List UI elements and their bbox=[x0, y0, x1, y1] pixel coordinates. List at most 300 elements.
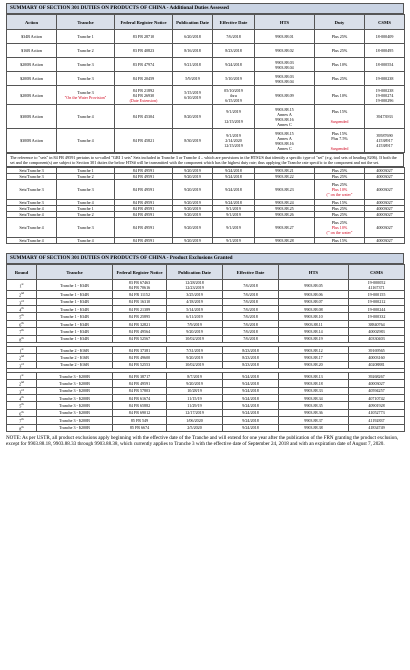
header-publication-date: Publication Date bbox=[167, 265, 223, 280]
round-cell bbox=[7, 291, 37, 298]
round-number: 6 bbox=[19, 322, 22, 328]
table-row bbox=[7, 129, 405, 153]
round-suffix: nd bbox=[21, 354, 25, 359]
tranche-cell bbox=[57, 72, 115, 86]
hts-cell: 9903.88.01 bbox=[255, 30, 315, 44]
hts-cell: 9903.88.06 bbox=[279, 291, 349, 298]
tranche-cell: Tranche 3 - $200B bbox=[37, 380, 113, 387]
frn-cell: 84 FR 49591 bbox=[115, 174, 173, 180]
frn-text: 83 FR 47974 bbox=[132, 62, 155, 67]
publication-date-cell: 7/9/2019 bbox=[167, 320, 223, 327]
duty-cell bbox=[315, 44, 365, 58]
round-number: 8 bbox=[19, 336, 22, 342]
frn-cell bbox=[115, 72, 173, 86]
hts-cell: 9903.88.24 bbox=[255, 200, 315, 206]
frn-cell: 84 FR 49564 bbox=[113, 328, 167, 335]
action-cell: Sets/Tranche 4 bbox=[7, 206, 57, 212]
hts-cell: 9903.88.18 bbox=[279, 380, 349, 387]
header-effective-date: Effective Date bbox=[223, 265, 279, 280]
round-suffix: th bbox=[21, 409, 24, 414]
round-number: 2 bbox=[18, 292, 22, 298]
table-row bbox=[7, 380, 405, 387]
frn-cell: 84 FR 49591 bbox=[115, 180, 173, 200]
round-cell bbox=[7, 328, 37, 335]
hts-cell: 9903.88.25 bbox=[255, 206, 315, 212]
table-row bbox=[7, 218, 405, 238]
table-row bbox=[7, 313, 405, 320]
frn-cell: 84 FR 61674 bbox=[113, 395, 167, 402]
effective-date-cell: 9/24/2018 bbox=[223, 409, 279, 416]
footnote: NOTE: As per USTR, all product exclusions apply beginning with the effective date of the Tranche and will extend for one year after the publication of the FRN granting the product exclusion, except for 9903.88.18, 9903.88.33 through 9903.88.38, which currently applies to Tranche 3 with the effective date of September 24, 2018 and with an expiration date of August 7, 2020. bbox=[6, 434, 399, 448]
tranche-cell: Tranche 1 - $34B bbox=[37, 291, 113, 298]
tranche-cell: Tranche 1 - $34B bbox=[37, 313, 113, 320]
frn-cell: 84 FR 49591 bbox=[115, 212, 173, 218]
table-row bbox=[7, 395, 405, 402]
hts-cell: 9903.88.23 bbox=[255, 180, 315, 200]
tranche-cell: Tranche 1 bbox=[57, 206, 115, 212]
hts-cell: 9903.88.13 bbox=[279, 373, 349, 380]
csms-cell: 19-000155 bbox=[349, 291, 405, 298]
round-suffix: rd bbox=[21, 298, 24, 303]
table-row bbox=[7, 72, 405, 86]
action-cell: $200B Action bbox=[7, 58, 57, 72]
csms-cell: 40003027 bbox=[365, 180, 405, 200]
frn-cell: 84 FR 65882 bbox=[113, 402, 167, 409]
header-hts: HTS bbox=[279, 265, 349, 280]
csms-cell: 18-000409 bbox=[365, 30, 405, 44]
tranche-cell: Tranche 3 - $200B bbox=[37, 395, 113, 402]
table2-header-row bbox=[7, 265, 405, 280]
effective-date-cell: 9/24/2018 bbox=[223, 373, 279, 380]
header-frn: Federal Register Notice bbox=[113, 265, 167, 280]
hts-cell: 9903.88.19 bbox=[279, 335, 349, 342]
publication-date-cell: 11/29/19 bbox=[167, 402, 223, 409]
tranche-cell bbox=[57, 58, 115, 72]
frn-cell: 85 FR 549 bbox=[113, 417, 167, 424]
header-csms: CSMS bbox=[365, 15, 405, 30]
frn-cell: 84 FR 57803 bbox=[113, 387, 167, 394]
round-cell bbox=[7, 387, 37, 394]
round-suffix: th bbox=[21, 395, 24, 400]
frn-cell bbox=[115, 30, 173, 44]
table-row bbox=[7, 280, 405, 291]
table1-title: SUMMARY OF SECTION 301 DUTIES ON PRODUCTS OF CHINA - Additional Duties Assessed bbox=[6, 3, 404, 14]
tranche-cell: Tranche 1 bbox=[57, 168, 115, 174]
round-cell bbox=[7, 395, 37, 402]
effective-date-cell: 7/6/2018 bbox=[223, 291, 279, 298]
publication-date-cell: 9/20/2019 bbox=[173, 200, 213, 206]
table-row bbox=[7, 44, 405, 58]
publication-date-cell: 12/28/2018 12/23/2019 bbox=[167, 280, 223, 291]
header-tranche: Tranche bbox=[57, 15, 115, 30]
duty-text: Plus 25% bbox=[331, 206, 348, 212]
duty-cell bbox=[315, 180, 365, 200]
frn-cell: 84 FR 21389 bbox=[113, 306, 167, 313]
frn-cell: 84 FR 38717 bbox=[113, 373, 167, 380]
duty-text: Plus 25% bbox=[331, 34, 348, 39]
round-number: 3 bbox=[19, 389, 22, 395]
round-cell bbox=[7, 335, 37, 342]
effective-date-cell: 9/1/2019 12/15/2019 bbox=[213, 105, 255, 129]
effective-date-cell: 8/23/2018 bbox=[223, 354, 279, 361]
round-suffix: th bbox=[21, 417, 24, 422]
tranche-cell: Tranche 2 bbox=[57, 212, 115, 218]
publication-date-cell: 9/20/2019 bbox=[167, 380, 223, 387]
effective-date-cell: 7/6/2018 bbox=[223, 280, 279, 291]
duty-note: Suspended bbox=[330, 145, 349, 151]
frn-text: 84 FR 45304 bbox=[132, 114, 155, 119]
effective-date-cell: 9/24/2018 bbox=[223, 387, 279, 394]
publication-date-cell: 1/06/2020 bbox=[167, 417, 223, 424]
frn-cell: 84 FR 49591 bbox=[115, 238, 173, 244]
round-number: 8 bbox=[19, 425, 22, 431]
round-number: 2 bbox=[18, 381, 22, 387]
round-suffix: st bbox=[21, 282, 24, 287]
tranche-text: Tranche 4 bbox=[77, 114, 94, 119]
duty-text: Plus 25% bbox=[331, 220, 348, 226]
table-row bbox=[7, 306, 405, 313]
effective-date-cell: 9/24/2018 bbox=[213, 168, 255, 174]
tranche-text: Tranche 4 bbox=[77, 138, 94, 143]
publication-date-cell: 3/25/2019 bbox=[167, 291, 223, 298]
effective-date-cell: 8/23/2018 bbox=[223, 346, 279, 353]
tranche-cell: Tranche 2 - $16B bbox=[37, 354, 113, 361]
publication-date-cell: 5/15/2019 6/10/2019 bbox=[173, 86, 213, 105]
tranche-cell: Tranche 3 bbox=[57, 180, 115, 200]
action-cell: $300B Action bbox=[7, 105, 57, 129]
publication-date-cell: 9/20/2019 bbox=[173, 218, 213, 238]
tranche-cell: Tranche 1 - $34B bbox=[37, 306, 113, 313]
table-row bbox=[7, 409, 405, 416]
duty-text: Plus 15% Plus 7.5% bbox=[331, 130, 348, 141]
round-suffix: th bbox=[21, 424, 24, 429]
publication-date-cell: 10/28/19 bbox=[167, 387, 223, 394]
tranche-cell: Tranche 3 - $200B bbox=[37, 373, 113, 380]
tranche-cell: Tranche 4 bbox=[57, 238, 115, 244]
csms-cell: 19-000332 bbox=[349, 313, 405, 320]
duty-cell bbox=[315, 105, 365, 129]
exclusions-table bbox=[6, 264, 405, 431]
publication-date-cell: 8/16/2018 bbox=[173, 44, 213, 58]
publication-date-cell: 8/7/2019 bbox=[167, 373, 223, 380]
csms-cell: 39169565 bbox=[349, 346, 405, 353]
round-suffix: th bbox=[21, 320, 24, 325]
header-frn: Federal Register Notice bbox=[115, 15, 173, 30]
effective-date-cell: 7/6/2018 bbox=[223, 320, 279, 327]
round-cell bbox=[7, 306, 37, 313]
hts-cell: 9903.88.03 9903.88.04 bbox=[255, 58, 315, 72]
action-cell: Sets/Tranche 4 bbox=[7, 212, 57, 218]
round-number: 4 bbox=[19, 307, 22, 313]
round-suffix: rd bbox=[21, 361, 24, 366]
duties-table bbox=[6, 14, 405, 153]
round-number: 2 bbox=[18, 355, 22, 361]
round-cell bbox=[7, 280, 37, 291]
round-cell bbox=[7, 354, 37, 361]
publication-date-cell: 6/20/2018 bbox=[173, 30, 213, 44]
publication-date-cell: 9/20/2019 bbox=[167, 354, 223, 361]
action-cell: Sets/Tranche 4 bbox=[7, 218, 57, 238]
csms-cell: 40003027 bbox=[365, 218, 405, 238]
duty-on-water: Plus 10% (" on the water" bbox=[326, 225, 353, 236]
csms-cell: 40003027 bbox=[365, 200, 405, 206]
publication-date-cell: 9/20/2019 bbox=[167, 328, 223, 335]
effective-date-cell: 7/6/2018 bbox=[223, 335, 279, 342]
round-suffix: th bbox=[21, 335, 24, 340]
table-row bbox=[7, 346, 405, 353]
hts-cell: 9903.88.33 bbox=[279, 387, 349, 394]
csms-cell: 40003027 bbox=[365, 168, 405, 174]
frn-cell: 85 FR 6674 bbox=[113, 424, 167, 431]
frn-cell: 84 FR 49591 bbox=[115, 218, 173, 238]
hts-cell: 9903.88.17 bbox=[279, 354, 349, 361]
table-row bbox=[7, 424, 405, 431]
csms-cell: 39473933 bbox=[365, 105, 405, 129]
publication-date-cell: 9/21/2018 bbox=[173, 58, 213, 72]
tranche-cell: Tranche 2 - $16B bbox=[37, 361, 113, 368]
effective-date-cell: 9/24/2018 bbox=[223, 380, 279, 387]
frn-cell: 84 FR 11152 bbox=[113, 291, 167, 298]
round-cell bbox=[7, 346, 37, 353]
round-number: 1 bbox=[19, 374, 22, 380]
frn-cell: 84 FR 16310 bbox=[113, 298, 167, 305]
csms-cell: 40901928 bbox=[349, 402, 405, 409]
hts-cell: 9903.88.09 bbox=[255, 86, 315, 105]
publication-date-cell: 8/30/2019 bbox=[173, 129, 213, 153]
frn-cell: 84 FR 49591 bbox=[115, 168, 173, 174]
frn-text: 84 FR 20459 bbox=[132, 76, 155, 81]
table-row bbox=[7, 354, 405, 361]
table-row bbox=[7, 291, 405, 298]
frn-cell bbox=[115, 105, 173, 129]
tranche-cell: Tranche 4 bbox=[57, 200, 115, 206]
csms-cell: 19-000244 bbox=[349, 306, 405, 313]
action-cell: Sets/Tranche 3 bbox=[7, 168, 57, 174]
table-row bbox=[7, 387, 405, 394]
round-cell bbox=[7, 380, 37, 387]
action-cell: $34B Action bbox=[7, 30, 57, 44]
action-cell: $200B Action bbox=[7, 86, 57, 105]
effective-date-cell: 9/1/2019 bbox=[213, 238, 255, 244]
effective-date-cell: 9/24/2018 bbox=[213, 180, 255, 200]
round-suffix: nd bbox=[21, 380, 25, 385]
publication-date-cell: 9/20/2019 bbox=[173, 238, 213, 244]
round-cell bbox=[7, 417, 37, 424]
hts-cell: 9903.88.05 bbox=[279, 280, 349, 291]
csms-cell: 40003027 bbox=[365, 212, 405, 218]
header-round: Round bbox=[7, 265, 37, 280]
hts-cell: 9903.88.20 bbox=[279, 361, 349, 368]
csms-cell: 39268267 bbox=[349, 373, 405, 380]
round-number: 1 bbox=[19, 348, 22, 354]
duty-text: Plus 25% bbox=[331, 212, 348, 218]
frn-cell: 84 FR 49591 bbox=[113, 380, 167, 387]
publication-date-cell: 9/20/2019 bbox=[173, 174, 213, 180]
header-tranche: Tranche bbox=[37, 265, 113, 280]
round-cell bbox=[7, 313, 37, 320]
table1-header-row bbox=[7, 15, 405, 30]
sets-table bbox=[6, 167, 405, 244]
frn-cell: 84 FR 49591 bbox=[115, 206, 173, 212]
publication-date-cell: 9/20/2019 bbox=[173, 168, 213, 174]
hts-cell: 9903.88.35 bbox=[279, 402, 349, 409]
publication-date-cell: 6/11/2019 bbox=[167, 313, 223, 320]
effective-date-cell: 9/24/2018 bbox=[213, 200, 255, 206]
tranche-cell bbox=[57, 129, 115, 153]
tranche-cell: Tranche 1 - $34B bbox=[37, 298, 113, 305]
tranche-cell: Tranche 1 - $34B bbox=[37, 280, 113, 291]
table-row bbox=[7, 298, 405, 305]
publication-date-cell: 12/17/2019 bbox=[167, 409, 223, 416]
publication-date-cell: 8/20/2019 bbox=[173, 105, 213, 129]
frn-cell bbox=[115, 129, 173, 153]
effective-date-cell: 9/24/2018 bbox=[213, 174, 255, 180]
csms-cell: 40003027 bbox=[365, 174, 405, 180]
effective-date-cell: 9/1/2019 bbox=[213, 212, 255, 218]
sets-note-table bbox=[6, 153, 404, 167]
effective-date-cell: 7/6/2018 bbox=[223, 306, 279, 313]
table-row bbox=[7, 180, 405, 200]
csms-cell: 39587690 41538917 41538917 bbox=[365, 129, 405, 153]
duty-cell bbox=[315, 238, 365, 244]
duty-text: Plus 10% bbox=[331, 92, 348, 98]
publication-date-cell: 10/02/2019 bbox=[167, 361, 223, 368]
duty-text: Plus 25% bbox=[331, 76, 348, 81]
effective-date-cell: 7/6/2018 bbox=[223, 298, 279, 305]
effective-date-cell: 9/24/2018 bbox=[213, 58, 255, 72]
hts-cell: 9903.88.27 bbox=[255, 218, 315, 238]
csms-cell: 18-000554 bbox=[365, 58, 405, 72]
action-cell: Sets/Tranche 3 bbox=[7, 180, 57, 200]
frn-cell: 84 FR 49600 bbox=[113, 354, 167, 361]
publication-date-cell: 9/20/2019 bbox=[173, 180, 213, 200]
publication-date-cell: 10/02/2019 bbox=[167, 335, 223, 342]
hts-cell: 9903.88.15 Annex A 9903.88.16 Annex C bbox=[255, 105, 315, 129]
table-row bbox=[7, 373, 405, 380]
csms-cell: 19-000238 19-000274 19-000296 bbox=[365, 86, 405, 105]
action-cell: Sets/Tranche 3 bbox=[7, 200, 57, 206]
duty-text: Plus 25% bbox=[331, 182, 348, 188]
csms-cell: 40002983 bbox=[349, 328, 405, 335]
tranche-cell bbox=[57, 86, 115, 105]
tranche-cell: Tranche 1 - $34B bbox=[37, 335, 113, 342]
table2-title: SUMMARY OF SECTION 301 DUTIES ON PRODUCTS OF CHINA - Product Exclusions Granted bbox=[6, 253, 404, 264]
publication-date-cell: 5/9/2019 bbox=[173, 72, 213, 86]
tranche-cell: Tranche 1 - $34B bbox=[37, 328, 113, 335]
round-cell bbox=[7, 320, 37, 327]
sets-note: The reference to "sets" in 84 FR 49591 pertains to so-called "GRI 1 sets" Sets included in Tranche 3 or Tranche 4 – which are provisions in the HTSUS that identify a specific type of "set" (e.g. tool sets of heading 8206). If both the set and the component(s) are subject to Section 301 duties the below HTS# will be transmitted with the component which has the highest duty rate; thus applying the Tranche rate specific to the component and not the set. bbox=[7, 154, 404, 167]
round-number: 6 bbox=[19, 411, 22, 417]
csms-cell: 41834749 bbox=[349, 424, 405, 431]
action-cell: Sets/Tranche 3 bbox=[7, 174, 57, 180]
publication-date-cell: 7/31/2019 bbox=[167, 346, 223, 353]
header-duty: Duty bbox=[315, 15, 365, 30]
publication-date-cell: 5/14/2019 bbox=[167, 306, 223, 313]
tranche-cell: Tranche 3 - $200B bbox=[37, 402, 113, 409]
csms-cell: 18-000495 bbox=[365, 44, 405, 58]
duty-text: Plus 15% bbox=[331, 200, 348, 206]
publication-date-cell: 2/5/2020 bbox=[167, 424, 223, 431]
table-row bbox=[7, 30, 405, 44]
hts-cell: 9903.88.15 Annex A 9903.88.16 Annex C bbox=[255, 129, 315, 153]
header-action: Action bbox=[7, 15, 57, 30]
frn-text: 83 FR 28710 bbox=[132, 34, 155, 39]
table-row bbox=[7, 402, 405, 409]
effective-date-cell: 9/24/2018 bbox=[223, 402, 279, 409]
effective-date-cell: 9/24/2018 bbox=[223, 417, 279, 424]
tranche-cell: Tranche 3 - $200B bbox=[37, 417, 113, 424]
csms-cell: 19-000052 41167371 bbox=[349, 280, 405, 291]
table-row bbox=[7, 238, 405, 244]
duty-on-water: Plus 10% (" on the water" bbox=[326, 187, 353, 198]
effective-date-cell: 5/10/2019 bbox=[213, 72, 255, 86]
csms-cell: 41192837 bbox=[349, 417, 405, 424]
duty-cell bbox=[315, 58, 365, 72]
round-suffix: th bbox=[21, 313, 24, 318]
tranche-cell: Tranche 2 bbox=[57, 174, 115, 180]
frn-cell: 84 FR 52553 bbox=[113, 361, 167, 368]
table-row bbox=[7, 328, 405, 335]
duty-cell bbox=[315, 86, 365, 105]
tranche-cell: Tranche 2 - $16B bbox=[37, 346, 113, 353]
round-suffix: st bbox=[21, 346, 24, 351]
effective-date-cell: 8/23/2018 bbox=[223, 361, 279, 368]
hts-cell: 9903.88.37 bbox=[279, 417, 349, 424]
round-suffix: st bbox=[21, 373, 24, 377]
csms-cell: 40208881 bbox=[349, 361, 405, 368]
document-page bbox=[6, 3, 404, 448]
tranche-cell: Tranche 3 bbox=[57, 218, 115, 238]
duty-text: Plus 15% bbox=[331, 238, 348, 244]
frn-cell: 84 FR 25895 bbox=[113, 313, 167, 320]
round-cell bbox=[7, 424, 37, 431]
header-publication-date: Publication Date bbox=[173, 15, 213, 30]
csms-cell: 19-000238 bbox=[365, 72, 405, 86]
round-suffix: th bbox=[21, 306, 24, 311]
hts-cell: 9903.88.11 bbox=[279, 320, 349, 327]
frn-cell bbox=[115, 58, 173, 72]
tranche-cell bbox=[57, 105, 115, 129]
publication-date-cell: 9/20/2019 bbox=[173, 206, 213, 212]
header-effective-date: Effective Date bbox=[213, 15, 255, 30]
hts-cell: 9903.88.02 bbox=[255, 44, 315, 58]
tranche-cell: Tranche 3 - $200B bbox=[37, 387, 113, 394]
csms-cell: 40003027 bbox=[365, 206, 405, 212]
round-cell bbox=[7, 361, 37, 368]
table-row bbox=[7, 58, 405, 72]
tranche-text: Tranche 1 bbox=[77, 34, 94, 39]
tranche-cell bbox=[57, 44, 115, 58]
round-number: 1 bbox=[19, 283, 22, 289]
table-row bbox=[7, 417, 405, 424]
header-csms: CSMS bbox=[349, 265, 405, 280]
frn-text: 84 FR 45821 bbox=[132, 138, 155, 143]
tranche-cell: Tranche 3 - $200B bbox=[37, 409, 113, 416]
csms-cell: 40003160 bbox=[349, 354, 405, 361]
frn-cell: 84 FR 52567 bbox=[113, 335, 167, 342]
action-cell: Sets/Tranche 4 bbox=[7, 238, 57, 244]
duty-cell bbox=[315, 30, 365, 44]
round-number: 5 bbox=[19, 314, 22, 320]
round-suffix: nd bbox=[21, 291, 25, 296]
csms-cell: 40710742 bbox=[349, 395, 405, 402]
action-cell: $200B Action bbox=[7, 72, 57, 86]
csms-cell: 40003027 bbox=[365, 238, 405, 244]
round-number: 4 bbox=[19, 396, 22, 402]
tranche-text: Tranche 3 bbox=[77, 90, 94, 95]
duty-text: Plus 25% bbox=[331, 174, 348, 180]
effective-date-cell: 7/6/2018 bbox=[223, 313, 279, 320]
